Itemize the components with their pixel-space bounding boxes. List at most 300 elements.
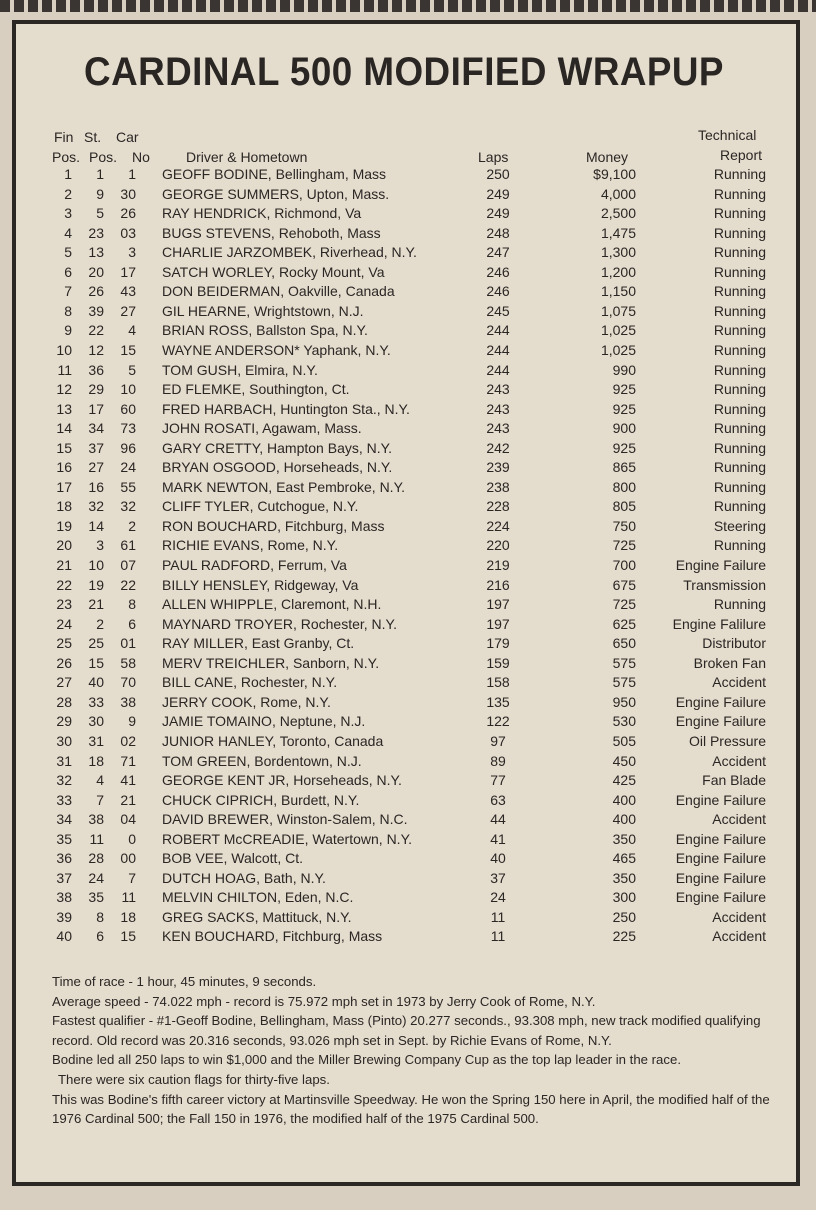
laps: 248: [486, 224, 510, 241]
note-average-speed: Average speed - 74.022 mph - record is 75.972 mph set in 1973 by Jerry Cook of Rome, N.Y.: [52, 993, 596, 1009]
car-number: 17: [120, 263, 136, 280]
start-position: 22: [88, 322, 104, 339]
table-row: [0, 654, 816, 674]
table-row: [0, 439, 816, 459]
driver-hometown: JERRY COOK, Rome, N.Y.: [162, 693, 331, 710]
driver-hometown: TOM GREEN, Bordentown, N.J.: [162, 752, 362, 769]
table-row: [0, 341, 816, 361]
driver-hometown: JAMIE TOMAINO, Neptune, N.J.: [162, 713, 366, 730]
laps: 246: [486, 263, 510, 280]
start-position: 15: [88, 654, 104, 671]
money: 1,025: [600, 341, 636, 358]
money: 1,300: [600, 244, 636, 261]
start-position: 31: [88, 732, 104, 749]
finish-position: 33: [56, 791, 72, 808]
money: 300: [612, 889, 636, 906]
money: 2,500: [600, 205, 636, 222]
money: 1,150: [600, 283, 636, 300]
money: 400: [612, 791, 636, 808]
car-number: 61: [120, 537, 136, 554]
driver-hometown: SATCH WORLEY, Rocky Mount, Va: [162, 263, 385, 280]
table-row: [0, 830, 816, 850]
driver-hometown: RAY HENDRICK, Richmond, Va: [162, 205, 362, 222]
start-position: 2: [96, 615, 104, 632]
laps: 135: [486, 693, 510, 710]
driver-hometown: BRIAN ROSS, Ballston Spa, N.Y.: [162, 322, 368, 339]
table-row: [0, 224, 816, 244]
finish-position: 1: [64, 166, 72, 182]
car-number: 03: [120, 224, 136, 241]
driver-hometown: CLIFF TYLER, Cutchogue, N.Y.: [162, 498, 359, 515]
table-row: [0, 849, 816, 869]
table-row: [0, 927, 816, 947]
table-row: [0, 576, 816, 596]
technical-report: Engine Failure: [675, 557, 766, 573]
driver-hometown: TOM GUSH, Elmira, N.Y.: [162, 361, 318, 378]
technical-report: Engine Failure: [675, 869, 766, 886]
technical-report: Broken Fan: [693, 654, 766, 671]
money: 575: [612, 674, 636, 691]
car-number: 24: [120, 459, 136, 476]
money: 350: [612, 830, 636, 847]
driver-hometown: WAYNE ANDERSON* Yaphank, N.Y.: [162, 341, 391, 358]
technical-report: Accident: [712, 752, 766, 769]
header-money: Money: [586, 149, 629, 165]
start-position: 8: [96, 908, 104, 925]
technical-report: Running: [713, 302, 766, 319]
technical-report: Running: [713, 244, 766, 261]
car-number: 04: [120, 811, 136, 828]
table-row: [0, 732, 816, 752]
laps: 77: [490, 772, 506, 789]
driver-hometown: RON BOUCHARD, Fitchburg, Mass: [162, 517, 385, 534]
finish-position: 34: [56, 811, 72, 828]
car-number: 32: [120, 498, 136, 515]
finish-position: 19: [56, 517, 72, 534]
car-number: 9: [128, 713, 136, 730]
start-position: 30: [88, 713, 104, 730]
table-row: [0, 869, 816, 889]
table-row: [0, 243, 816, 263]
finish-position: 25: [56, 635, 72, 652]
car-number: 60: [120, 400, 136, 417]
finish-position: 8: [64, 302, 72, 319]
technical-report: Running: [713, 283, 766, 300]
header-st: St.: [84, 129, 102, 145]
start-position: 10: [88, 557, 104, 573]
money: 950: [612, 693, 636, 710]
technical-report: Engine Falilure: [672, 615, 766, 632]
car-number: 22: [120, 576, 136, 593]
finish-position: 31: [56, 752, 72, 769]
money: 225: [612, 928, 636, 945]
money: 805: [612, 498, 636, 515]
technical-report: Running: [713, 341, 766, 358]
finish-position: 20: [56, 537, 72, 554]
money: 675: [612, 576, 636, 593]
driver-hometown: GIL HEARNE, Wrightstown, N.J.: [162, 302, 364, 319]
start-position: 6: [96, 928, 104, 945]
finish-position: 12: [56, 381, 72, 398]
technical-report: Running: [713, 322, 766, 339]
start-position: 38: [88, 811, 104, 828]
money: 800: [612, 478, 636, 495]
table-row: [0, 888, 816, 908]
table-row: [0, 204, 816, 224]
laps: 197: [486, 596, 510, 613]
car-number: 00: [120, 850, 136, 867]
technical-report: Transmission: [683, 576, 766, 593]
finish-position: 10: [56, 341, 72, 358]
start-position: 39: [88, 302, 104, 319]
driver-hometown: DON BEIDERMAN, Oakville, Canada: [162, 283, 395, 300]
start-position: 24: [88, 869, 104, 886]
laps: 179: [486, 635, 510, 652]
header-laps: Laps: [478, 149, 509, 165]
laps: 44: [490, 811, 506, 828]
money: 925: [612, 439, 636, 456]
finish-position: 3: [64, 205, 72, 222]
finish-position: 17: [56, 478, 72, 495]
technical-report: Accident: [712, 908, 766, 925]
technical-report: Accident: [712, 674, 766, 691]
note-time: Time of race - 1 hour, 45 minutes, 9 seconds.: [52, 974, 317, 989]
money: 400: [612, 811, 636, 828]
table-row: [0, 361, 816, 381]
driver-hometown: CHUCK CIPRICH, Burdett, N.Y.: [162, 791, 360, 808]
laps: 243: [486, 420, 510, 437]
money: 505: [612, 732, 636, 749]
car-number: 73: [120, 420, 136, 437]
top-border-strip: [0, 0, 816, 12]
driver-hometown: BUGS STEVENS, Rehoboth, Mass: [162, 224, 381, 241]
car-number: 27: [120, 302, 136, 319]
table-row: [0, 712, 816, 732]
money: 575: [612, 654, 636, 671]
technical-report: Engine Failure: [675, 850, 766, 867]
finish-position: 35: [56, 830, 72, 847]
driver-hometown: PAUL RADFORD, Ferrum, Va: [162, 557, 347, 573]
table-row: [0, 185, 816, 205]
technical-report: Running: [713, 439, 766, 456]
money: 750: [612, 517, 636, 534]
table-row: [0, 634, 816, 654]
car-number: 15: [120, 928, 136, 945]
table-row: [0, 556, 816, 576]
driver-hometown: RICHIE EVANS, Rome, N.Y.: [162, 537, 339, 554]
table-row: [0, 282, 816, 302]
laps: 243: [486, 400, 510, 417]
car-number: 70: [120, 674, 136, 691]
money: 925: [612, 381, 636, 398]
technical-report: Engine Failure: [675, 830, 766, 847]
finish-position: 11: [57, 361, 72, 378]
driver-hometown: MELVIN CHILTON, Eden, N.C.: [162, 889, 354, 906]
technical-report: Running: [713, 185, 766, 202]
driver-hometown: RAY MILLER, East Granby, Ct.: [162, 635, 355, 652]
technical-report: Running: [713, 361, 766, 378]
money: 700: [612, 557, 636, 573]
car-number: 5: [128, 361, 136, 378]
car-number: 4: [128, 322, 136, 339]
table-row: [0, 908, 816, 928]
technical-report: Running: [713, 537, 766, 554]
laps: 244: [486, 361, 510, 378]
start-position: 17: [88, 400, 104, 417]
laps: 40: [490, 850, 506, 867]
driver-hometown: ALLEN WHIPPLE, Claremont, N.H.: [162, 596, 382, 613]
car-number: 21: [120, 791, 136, 808]
page-title: CARDINAL 500 MODIFIED WRAPUP: [84, 50, 724, 94]
car-number: 11: [121, 889, 136, 906]
laps: 24: [490, 889, 506, 906]
laps: 249: [486, 185, 510, 202]
laps: 63: [490, 791, 506, 808]
laps: 89: [490, 752, 506, 769]
laps: 247: [486, 244, 510, 261]
technical-report: Running: [713, 596, 766, 613]
start-position: 14: [88, 517, 104, 534]
driver-hometown: GEOFF BODINE, Bellingham, Mass: [162, 166, 387, 182]
money: 350: [612, 869, 636, 886]
driver-hometown: JOHN ROSATI, Agawam, Mass.: [162, 420, 362, 437]
laps: 238: [486, 478, 510, 495]
header-driver: Driver & Hometown: [186, 149, 308, 165]
driver-hometown: BILL CANE, Rochester, N.Y.: [162, 674, 338, 691]
table-row: [0, 165, 816, 185]
technical-report: Running: [713, 205, 766, 222]
laps: 220: [486, 537, 510, 554]
table-row: [0, 302, 816, 322]
note-lap-leader: Bodine led all 250 laps to win $1,000 and the Miller Brewing Company Cup as the top lap leader in the race.: [52, 1052, 681, 1068]
finish-position: 2: [64, 185, 72, 202]
technical-report: Engine Failure: [675, 791, 766, 808]
technical-report: Running: [713, 459, 766, 476]
money: 4,000: [600, 185, 636, 202]
table-row: [0, 497, 816, 517]
technical-report: Running: [713, 166, 766, 182]
table-row: [0, 693, 816, 713]
driver-hometown: BILLY HENSLEY, Ridgeway, Va: [162, 576, 359, 593]
start-position: 20: [88, 263, 104, 280]
finish-position: 26: [56, 654, 72, 671]
finish-position: 28: [56, 693, 72, 710]
finish-position: 37: [56, 869, 72, 886]
start-position: 12: [88, 341, 104, 358]
driver-hometown: DAVID BREWER, Winston-Salem, N.C.: [162, 811, 408, 828]
finish-position: 18: [56, 498, 72, 515]
table-row: [0, 400, 816, 420]
car-number: 26: [120, 205, 136, 222]
car-number: 02: [120, 732, 136, 749]
money: 725: [612, 596, 636, 613]
laps: 224: [486, 517, 510, 534]
driver-hometown: GARY CRETTY, Hampton Bays, N.Y.: [162, 439, 393, 456]
header-car: Car: [116, 129, 139, 145]
note-fastest-qualifier: Fastest qualifier - #1-Geoff Bodine, Bellingham, Mass (Pinto) 20.277 seconds., 93.308 mph, new track modified qualifying record. Old record was 20.316 seconds, 93.026 mph set in Sept. by Richie Evans of Rome, N.Y.: [52, 1013, 761, 1048]
finish-position: 24: [56, 615, 72, 632]
car-number: 8: [128, 596, 136, 613]
driver-hometown: KEN BOUCHARD, Fitchburg, Mass: [162, 928, 383, 945]
start-position: 33: [88, 693, 104, 710]
money: $9,100: [593, 166, 636, 182]
car-number: 2: [128, 517, 136, 534]
car-number: 6: [128, 615, 136, 632]
start-position: 34: [88, 420, 104, 437]
laps: 11: [490, 928, 506, 945]
laps: 158: [486, 674, 510, 691]
driver-hometown: GREG SACKS, Mattituck, N.Y.: [162, 908, 352, 925]
header-technical: Technical: [698, 127, 757, 143]
start-position: 26: [88, 283, 104, 300]
header-fin: Fin: [54, 129, 74, 145]
finish-position: 27: [56, 674, 72, 691]
money: 900: [612, 420, 636, 437]
laps: 159: [486, 654, 510, 671]
finish-position: 30: [56, 732, 72, 749]
table-row: [0, 517, 816, 537]
finish-position: 15: [56, 439, 72, 456]
table-row: [0, 458, 816, 478]
laps: 97: [490, 732, 506, 749]
car-number: 18: [120, 908, 136, 925]
driver-hometown: BOB VEE, Walcott, Ct.: [162, 850, 304, 867]
money: 625: [612, 615, 636, 632]
table-row: [0, 615, 816, 635]
technical-report: Running: [713, 420, 766, 437]
technical-report: Running: [713, 498, 766, 515]
money: 1,475: [600, 224, 636, 241]
finish-position: 5: [64, 244, 72, 261]
car-number: 58: [120, 654, 136, 671]
driver-hometown: DUTCH HOAG, Bath, N.Y.: [162, 869, 326, 886]
start-position: 40: [88, 674, 104, 691]
header-fin-pos: Pos.: [52, 149, 81, 165]
table-row: [0, 810, 816, 830]
start-position: 4: [96, 772, 104, 789]
table-row: [0, 771, 816, 791]
laps: 41: [490, 830, 506, 847]
money: 530: [612, 713, 636, 730]
driver-hometown: JUNIOR HANLEY, Toronto, Canada: [162, 732, 384, 749]
start-position: 16: [88, 478, 104, 495]
table-row: [0, 536, 816, 556]
header-car-no: No: [132, 149, 150, 165]
technical-report: Accident: [712, 928, 766, 945]
header-report: Report: [720, 147, 763, 163]
start-position: 19: [88, 576, 104, 593]
driver-hometown: FRED HARBACH, Huntington Sta., N.Y.: [162, 400, 410, 417]
finish-position: 38: [56, 889, 72, 906]
laps: 249: [486, 205, 510, 222]
technical-report: Running: [713, 478, 766, 495]
technical-report: Fan Blade: [702, 772, 766, 789]
laps: 245: [486, 302, 510, 319]
finish-position: 6: [64, 263, 72, 280]
laps: 122: [486, 713, 510, 730]
finish-position: 13: [56, 400, 72, 417]
laps: 244: [486, 322, 510, 339]
start-position: 35: [88, 889, 104, 906]
technical-report: Running: [713, 381, 766, 398]
start-position: 11: [89, 830, 104, 847]
finish-position: 23: [56, 596, 72, 613]
laps: 37: [490, 869, 506, 886]
table-row: [0, 263, 816, 283]
laps: 11: [490, 908, 506, 925]
finish-position: 36: [56, 850, 72, 867]
finish-position: 7: [64, 283, 72, 300]
finish-position: 22: [56, 576, 72, 593]
car-number: 43: [120, 283, 136, 300]
car-number: 3: [128, 244, 136, 261]
table-row: [0, 752, 816, 772]
table-row: [0, 478, 816, 498]
laps: 244: [486, 341, 510, 358]
car-number: 15: [120, 341, 136, 358]
money: 725: [612, 537, 636, 554]
driver-hometown: BRYAN OSGOOD, Horseheads, N.Y.: [162, 459, 393, 476]
driver-hometown: GEORGE KENT JR, Horseheads, N.Y.: [162, 772, 402, 789]
start-position: 9: [96, 185, 104, 202]
money: 450: [612, 752, 636, 769]
start-position: 3: [96, 537, 104, 554]
technical-report: Steering: [713, 517, 766, 534]
money: 1,025: [600, 322, 636, 339]
money: 465: [612, 850, 636, 867]
start-position: 18: [88, 752, 104, 769]
money: 1,075: [600, 302, 636, 319]
car-number: 71: [120, 752, 136, 769]
car-number: 0: [128, 830, 136, 847]
car-number: 55: [120, 478, 136, 495]
laps: 219: [486, 557, 510, 573]
note-caution-flags: There were six caution flags for thirty-five laps.: [58, 1071, 330, 1087]
money: 425: [612, 772, 636, 789]
laps: 239: [486, 459, 510, 476]
driver-hometown: ROBERT McCREADIE, Watertown, N.Y.: [162, 830, 412, 847]
laps: 250: [486, 166, 510, 182]
laps: 246: [486, 283, 510, 300]
start-position: 28: [88, 850, 104, 867]
start-position: 7: [96, 791, 104, 808]
finish-position: 9: [64, 322, 72, 339]
car-number: 7: [128, 869, 136, 886]
car-number: 1: [128, 166, 136, 182]
start-position: 32: [88, 498, 104, 515]
start-position: 37: [88, 439, 104, 456]
table-row: [0, 673, 816, 693]
start-position: 5: [96, 205, 104, 222]
money: 925: [612, 400, 636, 417]
start-position: 1: [96, 166, 104, 182]
table-row: [0, 595, 816, 615]
driver-hometown: MARK NEWTON, East Pembroke, N.Y.: [162, 478, 405, 495]
driver-hometown: MERV TREICHLER, Sanborn, N.Y.: [162, 654, 380, 671]
note-career-victory: This was Bodine's fifth career victory at Martinsville Speedway. He won the Spring 150 here in April, the modified half of the 1976 Cardinal 500; the Fall 150 in 1976, the modified half of the 1975 Cardinal 500.: [52, 1091, 770, 1127]
table-row: [0, 380, 816, 400]
start-position: 21: [88, 596, 104, 613]
table-row: [0, 791, 816, 811]
laps: 216: [486, 576, 510, 593]
driver-hometown: CHARLIE JARZOMBEK, Riverhead, N.Y.: [162, 244, 417, 261]
money: 650: [612, 635, 636, 652]
car-number: 01: [120, 635, 136, 652]
technical-report: Oil Pressure: [688, 732, 766, 749]
car-number: 41: [120, 772, 136, 789]
car-number: 38: [120, 693, 136, 710]
laps: 197: [486, 615, 510, 632]
